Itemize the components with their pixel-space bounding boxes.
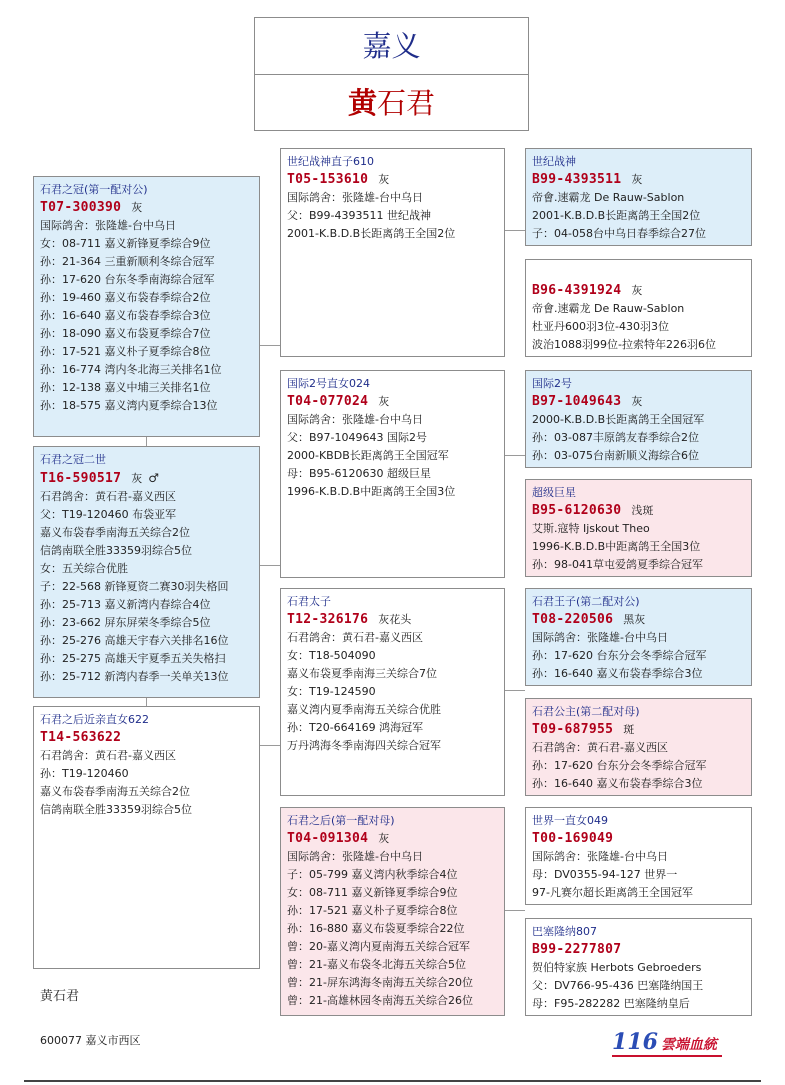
- ring-number: B99-4393511 灰: [532, 172, 643, 187]
- card-line: 女：08-711 嘉义新锋夏季综合9位: [40, 237, 211, 250]
- card-line: 孙：17-620 台东冬季南海综合冠军: [40, 273, 215, 286]
- pigeon-title: 石君之后近亲直女622: [40, 713, 149, 726]
- card-line: 杜亚丹600羽3位-430羽3位: [532, 320, 669, 333]
- ring-number: T04-091304 灰: [287, 831, 390, 846]
- ring-color: 灰: [631, 284, 643, 297]
- card-line: 孙：17-521 嘉义朴子夏季综合8位: [287, 904, 458, 917]
- pigeon-title: 国际2号: [532, 377, 572, 390]
- logo-underline: [612, 1055, 722, 1057]
- ring-number: T14-563622: [40, 730, 122, 745]
- pigeon-title: 石君太子: [287, 595, 331, 608]
- card-line: 国际鸽舍：张隆雄-台中乌日: [532, 631, 668, 644]
- ring-number: T04-077024 灰: [287, 394, 390, 409]
- pigeon-title: 石君公主(第二配对母): [532, 705, 640, 718]
- pigeon-title: 石君之后(第一配对母): [287, 814, 395, 827]
- card-line: 孙：17-620 台东分会冬季综合冠军: [532, 649, 707, 662]
- bottom-divider: [24, 1080, 761, 1082]
- pigeon-title: 世纪战神: [532, 155, 576, 168]
- pigeon-title: 石君之冠(第一配对公): [40, 183, 148, 196]
- card-line: 孙：16-774 湾内冬北海三关排名1位: [40, 363, 222, 376]
- ring-number: T12-326176 灰花头: [287, 612, 412, 627]
- region-title: 嘉义: [255, 18, 528, 75]
- card-line: 孙：18-575 嘉义湾内夏季综合13位: [40, 399, 218, 412]
- ring-color: 灰: [131, 201, 143, 214]
- card-line: 父：T19-120460 布袋亚军: [40, 508, 177, 521]
- pedigree-header: [254, 17, 529, 131]
- card-line: 孙：16-880 嘉义布袋夏季综合22位: [287, 922, 465, 935]
- ring-color: 灰: [631, 395, 643, 408]
- card-line: 国际鸽舍：张隆雄-台中乌日: [287, 191, 423, 204]
- ring-color: 灰: [131, 472, 143, 485]
- card-line: 波治1088羽99位-拉索特年226羽6位: [532, 338, 716, 351]
- ring-number: T08-220506 黑灰: [532, 612, 646, 627]
- card-line: 嘉义布袋春季南海五关综合2位: [40, 785, 190, 798]
- card-line: 石君鸽舍：黄石君-嘉义西区: [40, 490, 176, 503]
- card-line: 孙：21-364 三重新顺利冬综合冠军: [40, 255, 215, 268]
- connector-line: [260, 345, 280, 346]
- card-line: 父：B99-4393511 世纪战神: [287, 209, 431, 222]
- card-line: 帝會.速霸龙 De Rauw-Sablon: [532, 302, 685, 315]
- card-line: 国际鸽舍：张隆雄-台中乌日: [287, 850, 423, 863]
- card-line: 信鸽南联全胜33359羽综合5位: [40, 544, 192, 557]
- pigeon-card-gen2[interactable]: [280, 370, 505, 578]
- ring-color: 灰: [378, 395, 390, 408]
- card-line: 孙：18-090 嘉义布袋夏季综合7位: [40, 327, 211, 340]
- card-line: 97-凡赛尔超长距离鸽王全国冠军: [532, 886, 693, 899]
- card-line: 孙：T20-664169 鸿海冠军: [287, 721, 424, 734]
- ring-color: 浅斑: [631, 504, 654, 517]
- logo-text: 雲端血統: [660, 1037, 717, 1053]
- card-line: 孙：25-275 高雄天宇夏季五关失格扫: [40, 652, 226, 665]
- pigeon-card-gen3[interactable]: [525, 479, 752, 577]
- card-line: 孙：19-460 嘉义布袋春季综合2位: [40, 291, 211, 304]
- pigeon-title: 超级巨星: [532, 486, 576, 499]
- ring-number: B96-4391924 灰: [532, 283, 643, 298]
- connector-line: [505, 910, 525, 911]
- connector-line: [260, 745, 280, 746]
- card-line: 国际鸽舍：张隆雄-台中乌日: [532, 850, 668, 863]
- card-line: 父：DV766-95-436 巴塞隆纳国王: [532, 979, 704, 992]
- card-line: 2000-K.B.D.B长距离鸽王全国冠军: [532, 413, 705, 426]
- connector-line: [146, 436, 147, 446]
- ring-number: T09-687955 斑: [532, 722, 635, 737]
- male-icon: ♂: [148, 471, 160, 485]
- card-line: 孙：17-521 嘉义朴子夏季综合8位: [40, 345, 211, 358]
- footer-owner-name: 黄石君: [40, 989, 80, 1004]
- pigeon-card-sire[interactable]: [33, 176, 260, 437]
- card-line: 嘉义湾内夏季南海五关综合优胜: [287, 703, 441, 716]
- card-line: 子：05-799 嘉义湾内秋季综合4位: [287, 868, 458, 881]
- card-line: 孙：T19-120460: [40, 767, 129, 780]
- card-line: 曾：21-高雄林园冬南海五关综合26位: [287, 994, 473, 1007]
- card-line: 孙：03-075台南新顺义海综合6位: [532, 449, 699, 462]
- card-line: 孙：03-087丰原鸽友春季综合2位: [532, 431, 699, 444]
- pigeon-card-gen3[interactable]: [525, 588, 752, 686]
- ring-number: B95-6120630 浅斑: [532, 503, 654, 518]
- pigeon-card-gen2[interactable]: [280, 807, 505, 1016]
- card-line: 孙：25-712 新湾内春季一关单关13位: [40, 670, 229, 683]
- card-line: 女：T19-124590: [287, 685, 376, 698]
- pigeon-card-gen3[interactable]: [525, 807, 752, 905]
- ring-color: 灰: [378, 832, 390, 845]
- ring-color: 灰: [378, 173, 390, 186]
- card-line: 石君鸽舍：黄石君-嘉义西区: [287, 631, 423, 644]
- card-line: 石君鸽舍：黄石君-嘉义西区: [40, 749, 176, 762]
- pigeon-card-gen2[interactable]: [280, 148, 505, 357]
- card-line: 孙：17-620 台东分会冬季综合冠军: [532, 759, 707, 772]
- connector-line: [505, 455, 525, 456]
- card-line: 嘉义布袋春季南海五关综合2位: [40, 526, 190, 539]
- pigeon-title: 石君王子(第二配对公): [532, 595, 640, 608]
- card-line: 2001-K.B.D.B长距离鸽王全国2位: [287, 227, 456, 240]
- card-line: 父：B97-1049643 国际2号: [287, 431, 427, 444]
- card-line: 2000-KBDB长距离鸽王全国冠军: [287, 449, 449, 462]
- card-line: 孙：12-138 嘉义中埔三关排名1位: [40, 381, 211, 394]
- card-line: 孙：16-640 嘉义布袋春季综合3位: [532, 667, 703, 680]
- pigeon-card-subject[interactable]: [33, 446, 260, 698]
- card-line: 曾：20-嘉义湾内夏南海五关综合冠军: [287, 940, 470, 953]
- connector-line: [146, 698, 147, 706]
- pigeon-card-gen2[interactable]: [280, 588, 505, 796]
- card-line: 国际鸽舍：张隆雄-台中乌日: [40, 219, 176, 232]
- card-line: 曾：21-屏东鸿海冬南海五关综合20位: [287, 976, 473, 989]
- ring-number: T05-153610 灰: [287, 172, 390, 187]
- card-line: 国际鸽舍：张隆雄-台中乌日: [287, 413, 423, 426]
- card-line: 子：04-058台中乌日春季综合27位: [532, 227, 706, 240]
- ring-color: 斑: [623, 723, 635, 736]
- owner-name-bold: 黄: [347, 86, 377, 120]
- card-line: 母：F95-282282 巴塞隆纳皇后: [532, 997, 690, 1010]
- pigeon-card-gen3[interactable]: [525, 259, 752, 357]
- card-line: 1996-K.B.D.B中距离鸽王全国3位: [532, 540, 701, 553]
- card-line: 万丹鸿海冬季南海四关综合冠军: [287, 739, 441, 752]
- card-line: 女：08-711 嘉义新锋夏季综合9位: [287, 886, 458, 899]
- connector-line: [505, 690, 525, 691]
- card-line: 孙：25-276 高雄天宇春六关排名16位: [40, 634, 229, 647]
- logo-number: 116: [612, 1029, 658, 1055]
- card-line: 母：DV0355-94-127 世界一: [532, 868, 678, 881]
- card-line: 2001-K.B.D.B长距离鸽王全国2位: [532, 209, 701, 222]
- card-line: 孙：16-640 嘉义布袋春季综合3位: [40, 309, 211, 322]
- pigeon-card-gen3[interactable]: [525, 370, 752, 468]
- connector-line: [260, 565, 280, 566]
- card-line: 母：B95-6120630 超级巨星: [287, 467, 431, 480]
- card-line: 1996-K.B.D.B中距离鸽王全国3位: [287, 485, 456, 498]
- card-line: 子：22-568 新锋夏资二赛30羽失格回: [40, 580, 229, 593]
- owner-name: [255, 75, 528, 132]
- pigeon-title: 世纪战神直子610: [287, 155, 374, 168]
- ring-number: B99-2277807: [532, 942, 622, 957]
- cloud-pedigree-logo[interactable]: [612, 1029, 717, 1055]
- ring-color: 灰: [631, 173, 643, 186]
- pigeon-title: 世界一直女049: [532, 814, 608, 827]
- pigeon-title: 国际2号直女024: [287, 377, 370, 390]
- ring-color: 灰花头: [378, 613, 412, 626]
- card-line: 女：T18-504090: [287, 649, 376, 662]
- card-line: 艾斯.寇特 Ijskout Theo: [532, 522, 650, 535]
- footer-address: 600077 嘉义市西区: [40, 1034, 141, 1047]
- card-line: 嘉义布袋夏季南海三关综合7位: [287, 667, 437, 680]
- pigeon-card-gen3[interactable]: [525, 698, 752, 796]
- card-line: 孙：25-713 嘉义新湾内春综合4位: [40, 598, 211, 611]
- pigeon-card-gen3[interactable]: [525, 148, 752, 246]
- card-line: 曾：21-嘉义布袋冬北海五关综合5位: [287, 958, 466, 971]
- ring-number: T16-590517 灰 ♂: [40, 471, 160, 486]
- card-line: 帝會.速霸龙 De Rauw-Sablon: [532, 191, 685, 204]
- ring-number: T00-169049: [532, 831, 614, 846]
- card-line: 贺伯特家族 Herbots Gebroeders: [532, 961, 702, 974]
- pigeon-title: 石君之冠二世: [40, 453, 106, 466]
- ring-number: B97-1049643 灰: [532, 394, 643, 409]
- card-line: 孙：16-640 嘉义布袋春季综合3位: [532, 777, 703, 790]
- owner-name-rest: 石君: [377, 86, 436, 120]
- connector-line: [505, 230, 525, 231]
- ring-color: 黑灰: [623, 613, 646, 626]
- pigeon-title: 巴塞隆纳807: [532, 925, 597, 938]
- pigeon-card-gen3[interactable]: [525, 918, 752, 1016]
- card-line: 孙：23-662 屏东屏荣冬季综合5位: [40, 616, 211, 629]
- pigeon-card-dam[interactable]: [33, 706, 260, 969]
- card-line: 孙：98-041草屯爱鸽夏季综合冠军: [532, 558, 703, 571]
- card-line: 石君鸽舍：黄石君-嘉义西区: [532, 741, 668, 754]
- card-line: 女：五关综合优胜: [40, 562, 128, 575]
- ring-number: T07-300390 灰: [40, 200, 143, 215]
- card-line: 信鸽南联全胜33359羽综合5位: [40, 803, 192, 816]
